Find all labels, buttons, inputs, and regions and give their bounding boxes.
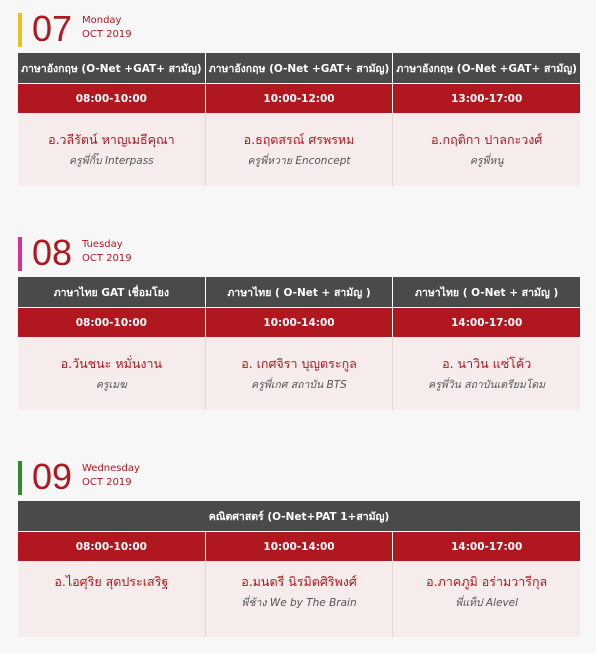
teacher-name: อ.มนตรี นิรมิตศิริพงศ์ [241, 574, 357, 589]
weekday-label: Tuesday [82, 239, 123, 250]
teacher-institute: ครูเมฆ [95, 378, 127, 391]
time-cell: 10:00-14:00 [206, 308, 394, 337]
time-cell: 14:00-17:00 [451, 540, 523, 553]
teacher-name: อ.ภาคภูมิ อร่ามวารีกุล [426, 574, 548, 589]
time-cell: 13:00-17:00 [451, 92, 523, 105]
time-row [18, 531, 580, 561]
time-cell: 10:00-14:00 [206, 532, 394, 561]
teacher-name: อ. นาวิน แซ่โค้ว [442, 355, 532, 371]
teacher-row [18, 337, 580, 410]
day-number: 09 [32, 456, 73, 497]
teacher-institute: ครูพี่หวาย Enconcept [247, 154, 351, 167]
subject-cell: ภาษาอังกฤษ (O-Net +GAT+ สามัญ) [18, 53, 206, 83]
weekday-label: Monday [82, 15, 122, 26]
day-header [18, 456, 580, 497]
teacher-name: อ.วลีรัตน์ หาญเมธีคุณา [48, 131, 175, 147]
time-row [18, 307, 580, 337]
subject-row [18, 277, 580, 307]
teacher-cell [18, 337, 206, 410]
teacher-cell [206, 113, 394, 186]
teacher-row [18, 561, 580, 637]
time-cell: 10:00-12:00 [206, 84, 394, 113]
teacher-cell [206, 337, 394, 410]
teacher-name: อ.วันชนะ หมั่นงาน [60, 355, 163, 371]
time-cell: 14:00-17:00 [451, 316, 523, 329]
day-block-08 [18, 232, 580, 410]
teacher-name: อ.ไอศุริย สุดประเสริฐ [54, 574, 169, 589]
teacher-cell [18, 561, 206, 637]
subject-cell: ภาษาไทย ( O-Net + สามัญ ) [415, 286, 559, 299]
teacher-institute: ครูพี่กิ๊บ Interpass [69, 154, 154, 167]
subject-cell: ภาษาอังกฤษ (O-Net +GAT+ สามัญ) [206, 53, 394, 83]
accent-bar [18, 237, 22, 271]
subject-cell: คณิตศาสตร์ (O-Net+PAT 1+สามัญ) [208, 510, 390, 523]
subject-cell: ภาษาไทย ( O-Net + สามัญ ) [206, 277, 394, 307]
day-number: 08 [32, 232, 73, 273]
time-cell: 08:00-10:00 [18, 308, 206, 337]
subject-cell: ภาษาอังกฤษ (O-Net +GAT+ สามัญ) [396, 62, 577, 75]
teacher-row [18, 113, 580, 186]
month-label: OCT 2019 [82, 477, 132, 488]
teacher-name: อ. เกศจิรา บุญตระกูล [241, 355, 357, 371]
teacher-institute: ครูพี่เกศ สถาบัน BTS [251, 378, 347, 391]
day-block-09 [18, 456, 580, 637]
teacher-cell [206, 561, 394, 637]
weekday-label: Wednesday [82, 463, 140, 474]
subject-cell: ภาษาไทย GAT เชื่อมโยง [18, 277, 206, 307]
time-cell: 08:00-10:00 [18, 84, 206, 113]
teacher-cell [393, 337, 580, 410]
time-cell: 08:00-10:00 [18, 532, 206, 561]
teacher-cell [18, 113, 206, 186]
teacher-institute: พี่ช้าง We by The Brain [241, 597, 357, 609]
teacher-institute: ครูพี่วิน สถาบันเตรียมโดม [428, 378, 546, 391]
accent-bar [18, 461, 22, 495]
time-row [18, 83, 580, 113]
month-label: OCT 2019 [82, 253, 132, 264]
month-label: OCT 2019 [82, 29, 132, 40]
accent-bar [18, 13, 22, 47]
teacher-institute: ครูพี่หนู [469, 154, 504, 167]
teacher-name: อ.กฤติกา ปาลกะวงศ์ [431, 131, 543, 147]
day-block-07 [18, 8, 580, 186]
subject-row [18, 501, 580, 531]
teacher-cell [393, 561, 580, 637]
teacher-name: อ.ธฤตสรณ์ ศรพรหม [243, 131, 355, 147]
subject-row [18, 53, 580, 83]
teacher-institute: พี่แท็ป Alevel [455, 597, 519, 609]
day-number: 07 [32, 8, 73, 49]
day-header [18, 8, 580, 49]
day-header [18, 232, 580, 273]
teacher-cell [393, 113, 580, 186]
